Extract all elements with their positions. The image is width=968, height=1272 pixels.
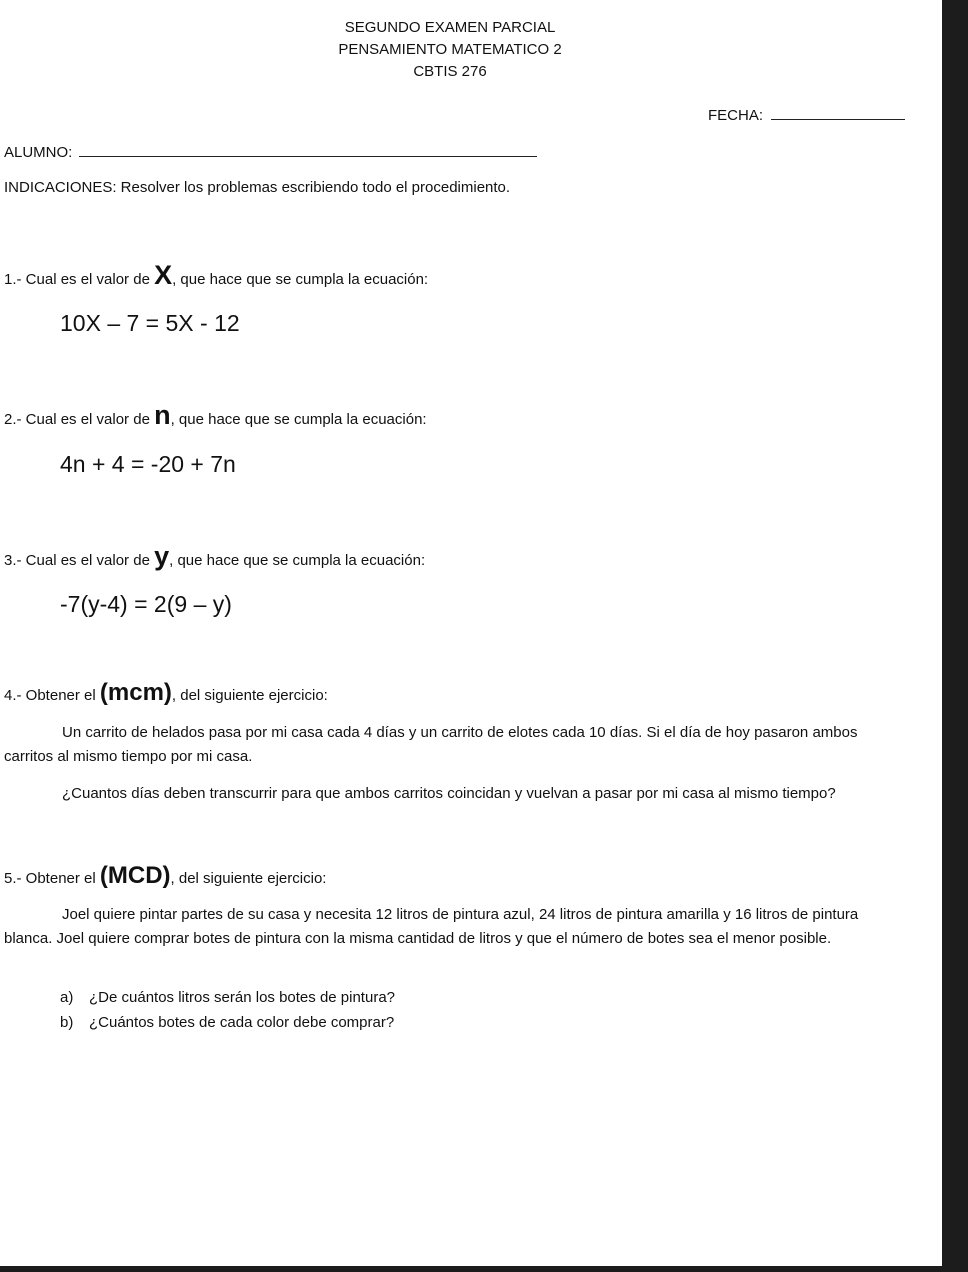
question-4-prefix: 4.- Obtener el <box>4 687 100 704</box>
list-item-marker: b) <box>60 1014 74 1031</box>
list-item-text: ¿De cuántos litros serán los botes de pintura? <box>89 989 395 1006</box>
student-field <box>4 144 537 161</box>
question-3-prefix: 3.- Cual es el valor de <box>4 552 155 569</box>
question-4-suffix: , del siguiente ejercicio: <box>171 687 328 704</box>
question-4-problem <box>4 721 884 769</box>
question-5 <box>4 862 326 890</box>
school-name: CBTIS 276 <box>413 63 487 80</box>
equation-3: -7(y-4) = 2(9 – y) <box>60 591 232 617</box>
question-5-problem-text: Joel quiere pintar partes de su casa y necesita 12 litros de pintura azul, 24 litros de pintura amarilla y 16 litros de pintura blanca. Joel quiere comprar botes de pintura con la misma cantidad de litros y que el número de botes sea el menor posible. <box>4 906 859 947</box>
date-field <box>708 107 905 124</box>
equation-2: 4n + 4 = -20 + 7n <box>60 451 236 477</box>
question-4-question: ¿Cuantos días deben transcurrir para que ambos carritos coincidan y vuelvan a pasar por mi casa al mismo tiempo? <box>62 785 836 802</box>
question-4-problem-text: Un carrito de helados pasa por mi casa cada 4 días y un carrito de elotes cada 10 días. Si el día de hoy pasaron ambos carritos al mismo tiempo por mi casa. <box>4 724 858 765</box>
exam-title: SEGUNDO EXAMEN PARCIAL <box>344 19 556 36</box>
question-2-prefix: 2.- Cual es el valor de <box>4 411 155 428</box>
question-4 <box>4 679 328 707</box>
list-item <box>60 989 395 1006</box>
question-5-prefix: 5.- Obtener el <box>4 870 100 887</box>
equation-1: 10X – 7 = 5X - 12 <box>60 310 240 336</box>
course-name: PENSAMIENTO MATEMATICO 2 <box>338 41 562 58</box>
question-1-prefix: 1.- Cual es el valor de <box>4 271 155 288</box>
question-1-variable: X <box>154 260 173 290</box>
question-1-suffix: , que hace que se cumpla la ecuación: <box>172 271 429 288</box>
question-2 <box>4 400 427 431</box>
instructions: INDICACIONES: Resolver los problemas escribiendo todo el procedimiento. <box>4 179 511 196</box>
question-3-suffix: , que hace que se cumpla la ecuación: <box>169 552 426 569</box>
student-label: ALUMNO: <box>4 144 73 161</box>
list-item <box>60 1014 394 1031</box>
question-2-suffix: , que hace que se cumpla la ecuación: <box>170 411 427 428</box>
date-label: FECHA: <box>708 107 764 124</box>
question-5-term: (MCD) <box>99 862 171 889</box>
list-item-text: ¿Cuántos botes de cada color debe comprar? <box>89 1014 395 1031</box>
list-item-marker: a) <box>60 989 74 1006</box>
question-3-variable: y <box>154 541 170 571</box>
question-5-problem <box>4 903 904 951</box>
question-4-term: (mcm) <box>99 679 172 706</box>
question-5-suffix: , del siguiente ejercicio: <box>170 870 327 887</box>
question-1 <box>4 260 428 291</box>
student-blank-line[interactable] <box>79 144 537 157</box>
question-3 <box>4 541 425 572</box>
date-blank-line[interactable] <box>771 107 905 120</box>
question-2-variable: n <box>154 400 171 430</box>
